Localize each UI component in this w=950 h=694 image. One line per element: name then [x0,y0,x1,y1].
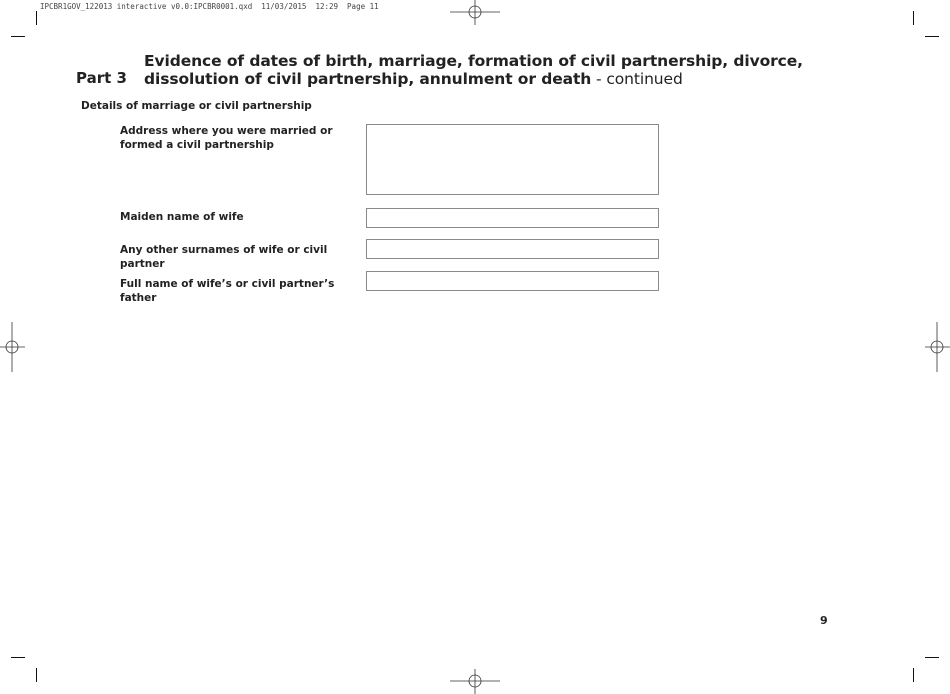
page-title-main: Evidence of dates of birth, marriage, formation of civil partnership, divorce, dissolution of civil partnership, annulment or death [144,52,803,88]
crop-mark-icon [925,36,939,37]
crop-mark-icon [913,668,914,682]
crop-mark-icon [11,657,25,658]
crop-mark-icon [36,11,37,25]
crop-mark-icon [925,657,939,658]
crop-mark-icon [11,36,25,37]
page-title-suffix: - continued [591,70,683,88]
father-name-field[interactable] [366,271,659,291]
address-field[interactable] [366,124,659,195]
maiden-name-field[interactable] [366,208,659,228]
page-title [144,52,844,88]
section-heading: Details of marriage or civil partnership [81,100,312,112]
registration-mark-icon [925,322,950,372]
crop-mark-icon [913,11,914,25]
registration-mark-icon [450,669,500,694]
other-surnames-field[interactable] [366,239,659,259]
address-label: Address where you were married or formed a civil partnership [120,125,333,151]
page-number: 9 [820,614,828,627]
registration-mark-icon [450,0,500,25]
other-surnames-label: Any other surnames of wife or civil partner [120,244,328,270]
registration-mark-icon [0,322,25,372]
part-label: Part 3 [76,69,127,87]
father-name-label: Full name of wife’s or civil partner’s father [120,278,335,304]
crop-mark-icon [36,668,37,682]
maiden-name-label: Maiden name of wife [120,211,244,223]
print-slug: IPCBR1GOV_122013 interactive v0.0:IPCBR0001.qxd 11/03/2015 12:29 Page 11 [40,2,379,11]
